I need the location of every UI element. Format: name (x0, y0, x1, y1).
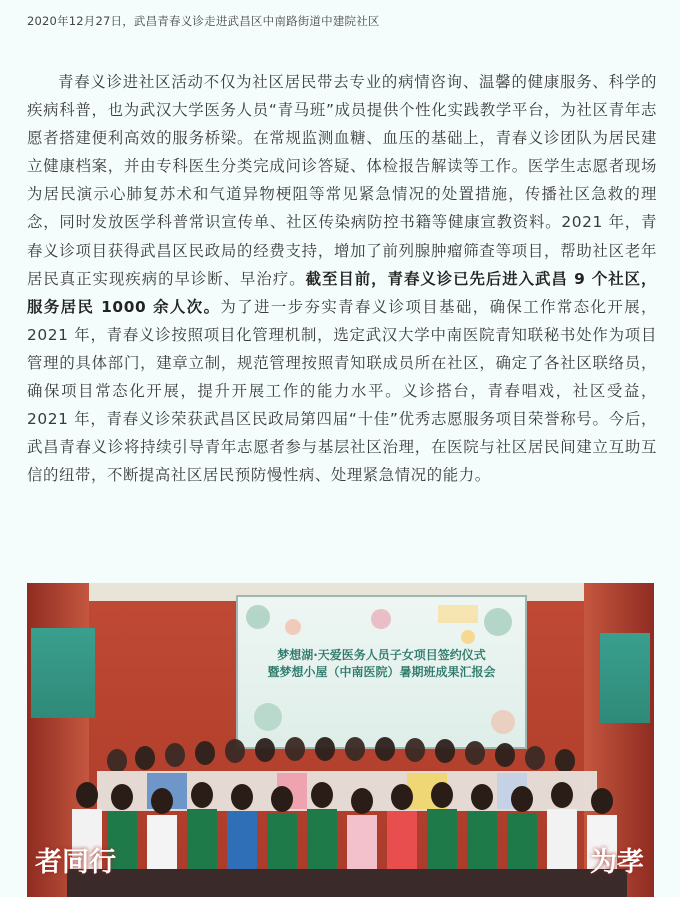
group-of-people (27, 583, 654, 897)
photo-caption: 2020年12月27日，武昌青春义诊走进武昌区中南路街道中建院社区 (27, 14, 380, 28)
banner-text-left: 者同行 (35, 847, 116, 878)
highlight-statement: 截至目前，青春义诊已先后进入武昌 9 个社区，服务居民 1000 余人次。 (27, 269, 657, 316)
screen-title-line-2: 暨梦想小屋（中南医院）暑期班成果汇报会 (267, 665, 496, 679)
event-photo (27, 583, 654, 897)
article-paragraph (27, 68, 657, 489)
screen-title-line-1: 梦想湖·天爱医务人员子女项目签约仪式 (277, 648, 486, 662)
paragraph-text-2: 为了进一步夯实青春义诊项目基础，确保工作常态化开展，2021 年，青春义诊按照项目化管理机制，选定武汉大学中南医院青知联秘书处作为项目管理的具体部门，建章立制，规范管理按照青知联成员所在社区，确定了各社区联络员，确保项目常态化开展，提升开展工作的能力水平。义诊搭台，青春唱戏，社区受益，2021 年，青春义诊荣获武昌区民政局第四届“十佳”优秀志愿服务项目荣誉称号。今后，武昌青春义诊将持续引导青年志愿者参与基层社区治理，在医院与社区居民间建立互助互信的纽带，不断提高社区居民预防慢性病、处理紧急情况的能力。 (27, 297, 658, 485)
paragraph-text-1: 青春义诊进社区活动不仅为社区居民带去专业的病情咨询、温馨的健康服务、科学的疾病科普，也为武汉大学医务人员“青马班”成员提供个性化实践教学平台，为社区青年志愿者搭建便利高效的服务桥梁。在常规监测血糖、血压的基础上，青春义诊团队为居民建立健康档案，并由专科医生分类完成问诊答疑、体检报告解读等工作。医学生志愿者现场为居民演示心肺复苏术和气道异物梗阻等常见紧急情况的处置措施，传播社区急救的理念，同时发放医学科普常识宣传单、社区传染病防控书籍等健康宣教资料。2021 年，青春义诊项目获得武昌区民政局的经费支持，增加了前列腺肿瘤筛查等项目，帮助社区老年居民真正实现疾病的早诊断、早治疗。 (27, 73, 657, 288)
article-body (27, 68, 657, 489)
banner-text-right: 为孝 (590, 847, 644, 878)
